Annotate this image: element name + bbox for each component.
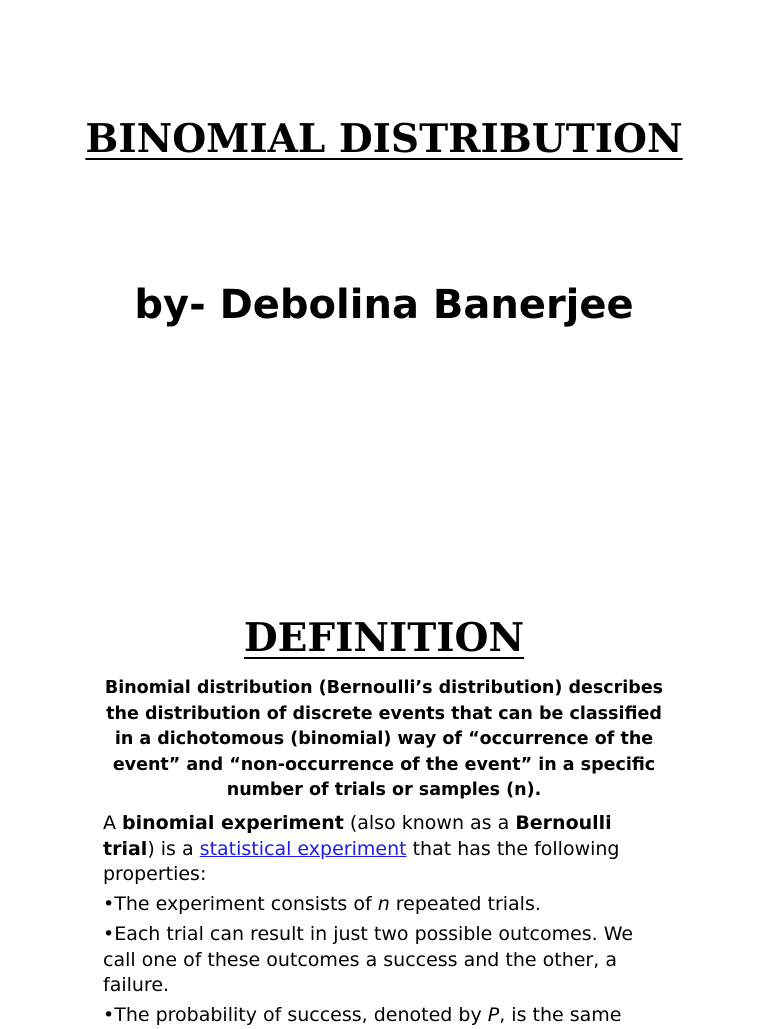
bullet1-pre: •The experiment consists of: [103, 893, 378, 915]
property-bullet-1: [103, 892, 663, 918]
variable-p: P: [487, 1004, 500, 1026]
property-bullet-3: [103, 1003, 663, 1029]
statistical-experiment-link[interactable]: statistical experiment: [199, 837, 407, 860]
intro-mid2: ) is a: [147, 837, 200, 860]
definition-paragraph: Binomial distribution (Bernoulli’s distribution) describes the distribution of discrete events that can be classified in a dichotomous (binomial) way of “occurrence of the event” and “non-occurrence of the event” in a specific number of trials or samples (n).: [104, 678, 664, 800]
intro-pre: A: [103, 812, 123, 834]
binomial-experiment-paragraph: [103, 811, 663, 888]
term-binomial-experiment: binomial experiment: [122, 812, 344, 834]
intro-post: that has the following properties:: [103, 837, 620, 885]
bullet3-pre: •The probability of success, denoted by: [103, 1004, 488, 1026]
definition-slide: [0, 600, 768, 1024]
term-bernoulli-trial: Bernoulli trial: [103, 812, 612, 860]
variable-n: n: [377, 893, 390, 915]
bullet1-post: repeated trials.: [389, 893, 541, 915]
slide-title: BINOMIAL DISTRIBUTION: [85, 116, 683, 162]
title-slide: [0, 0, 768, 470]
property-bullet-2: •Each trial can result in just two possible outcomes. We call one of these outcomes a success and the other, a failure.: [103, 923, 634, 996]
author-line: by- Debolina Banerjee: [134, 282, 634, 328]
intro-mid: (also known as a: [343, 812, 516, 834]
definition-heading: DEFINITION: [243, 615, 525, 661]
bullet3-post: , is the same: [499, 1004, 622, 1026]
